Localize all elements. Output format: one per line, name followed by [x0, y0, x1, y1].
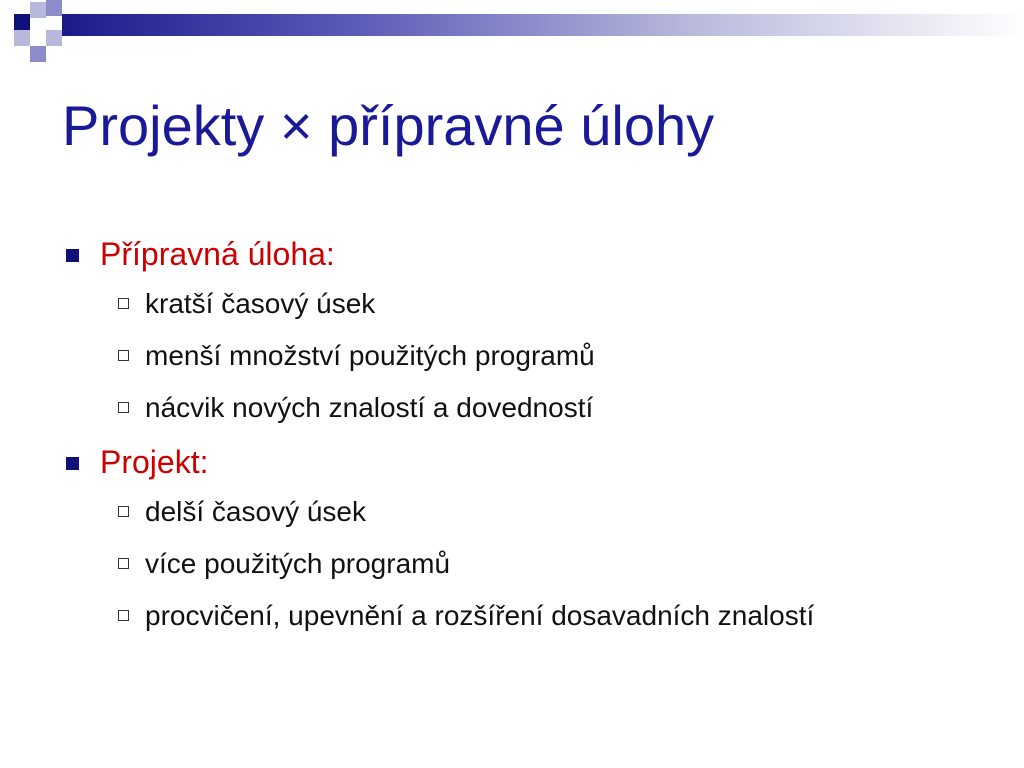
- hollow-square-bullet-icon: [118, 298, 129, 309]
- square-bullet-icon: [66, 249, 79, 262]
- list-item: [62, 544, 1002, 596]
- section-heading: [62, 440, 1002, 492]
- header-gradient-bar: [62, 14, 1024, 36]
- deco-square: [46, 30, 62, 46]
- hollow-square-bullet-icon: [118, 558, 129, 569]
- hollow-square-bullet-icon: [118, 610, 129, 621]
- deco-square: [14, 14, 30, 30]
- hollow-square-bullet-icon: [118, 350, 129, 361]
- list-item-text: delší časový úsek: [145, 496, 366, 527]
- list-item-text: více použitých programů: [145, 548, 451, 579]
- deco-square: [46, 0, 62, 16]
- square-bullet-icon: [66, 457, 79, 470]
- deco-square: [30, 2, 46, 18]
- section-heading-text: Projekt:: [100, 444, 209, 480]
- list-item-text: procvičení, upevnění a rozšíření dosavadních znalostí: [145, 600, 815, 631]
- slide-title: Projekty × přípravné úlohy: [62, 94, 715, 157]
- slide-content: [62, 232, 1002, 648]
- hollow-square-bullet-icon: [118, 402, 129, 413]
- corner-decoration: [0, 0, 1024, 70]
- section-heading-text: Přípravná úloha:: [100, 236, 335, 272]
- hollow-square-bullet-icon: [118, 506, 129, 517]
- list-item-text: nácvik nových znalostí a dovedností: [145, 392, 594, 423]
- list-item: [62, 596, 1002, 648]
- list-item: [62, 492, 1002, 544]
- list-item: [62, 284, 1002, 336]
- list-item: [62, 336, 1002, 388]
- list-item-text: kratší časový úsek: [145, 288, 376, 319]
- deco-square: [30, 46, 46, 62]
- section-heading: [62, 232, 1002, 284]
- deco-square: [14, 30, 30, 46]
- list-item-text: menší množství použitých programů: [145, 340, 595, 371]
- list-item: [62, 388, 1002, 440]
